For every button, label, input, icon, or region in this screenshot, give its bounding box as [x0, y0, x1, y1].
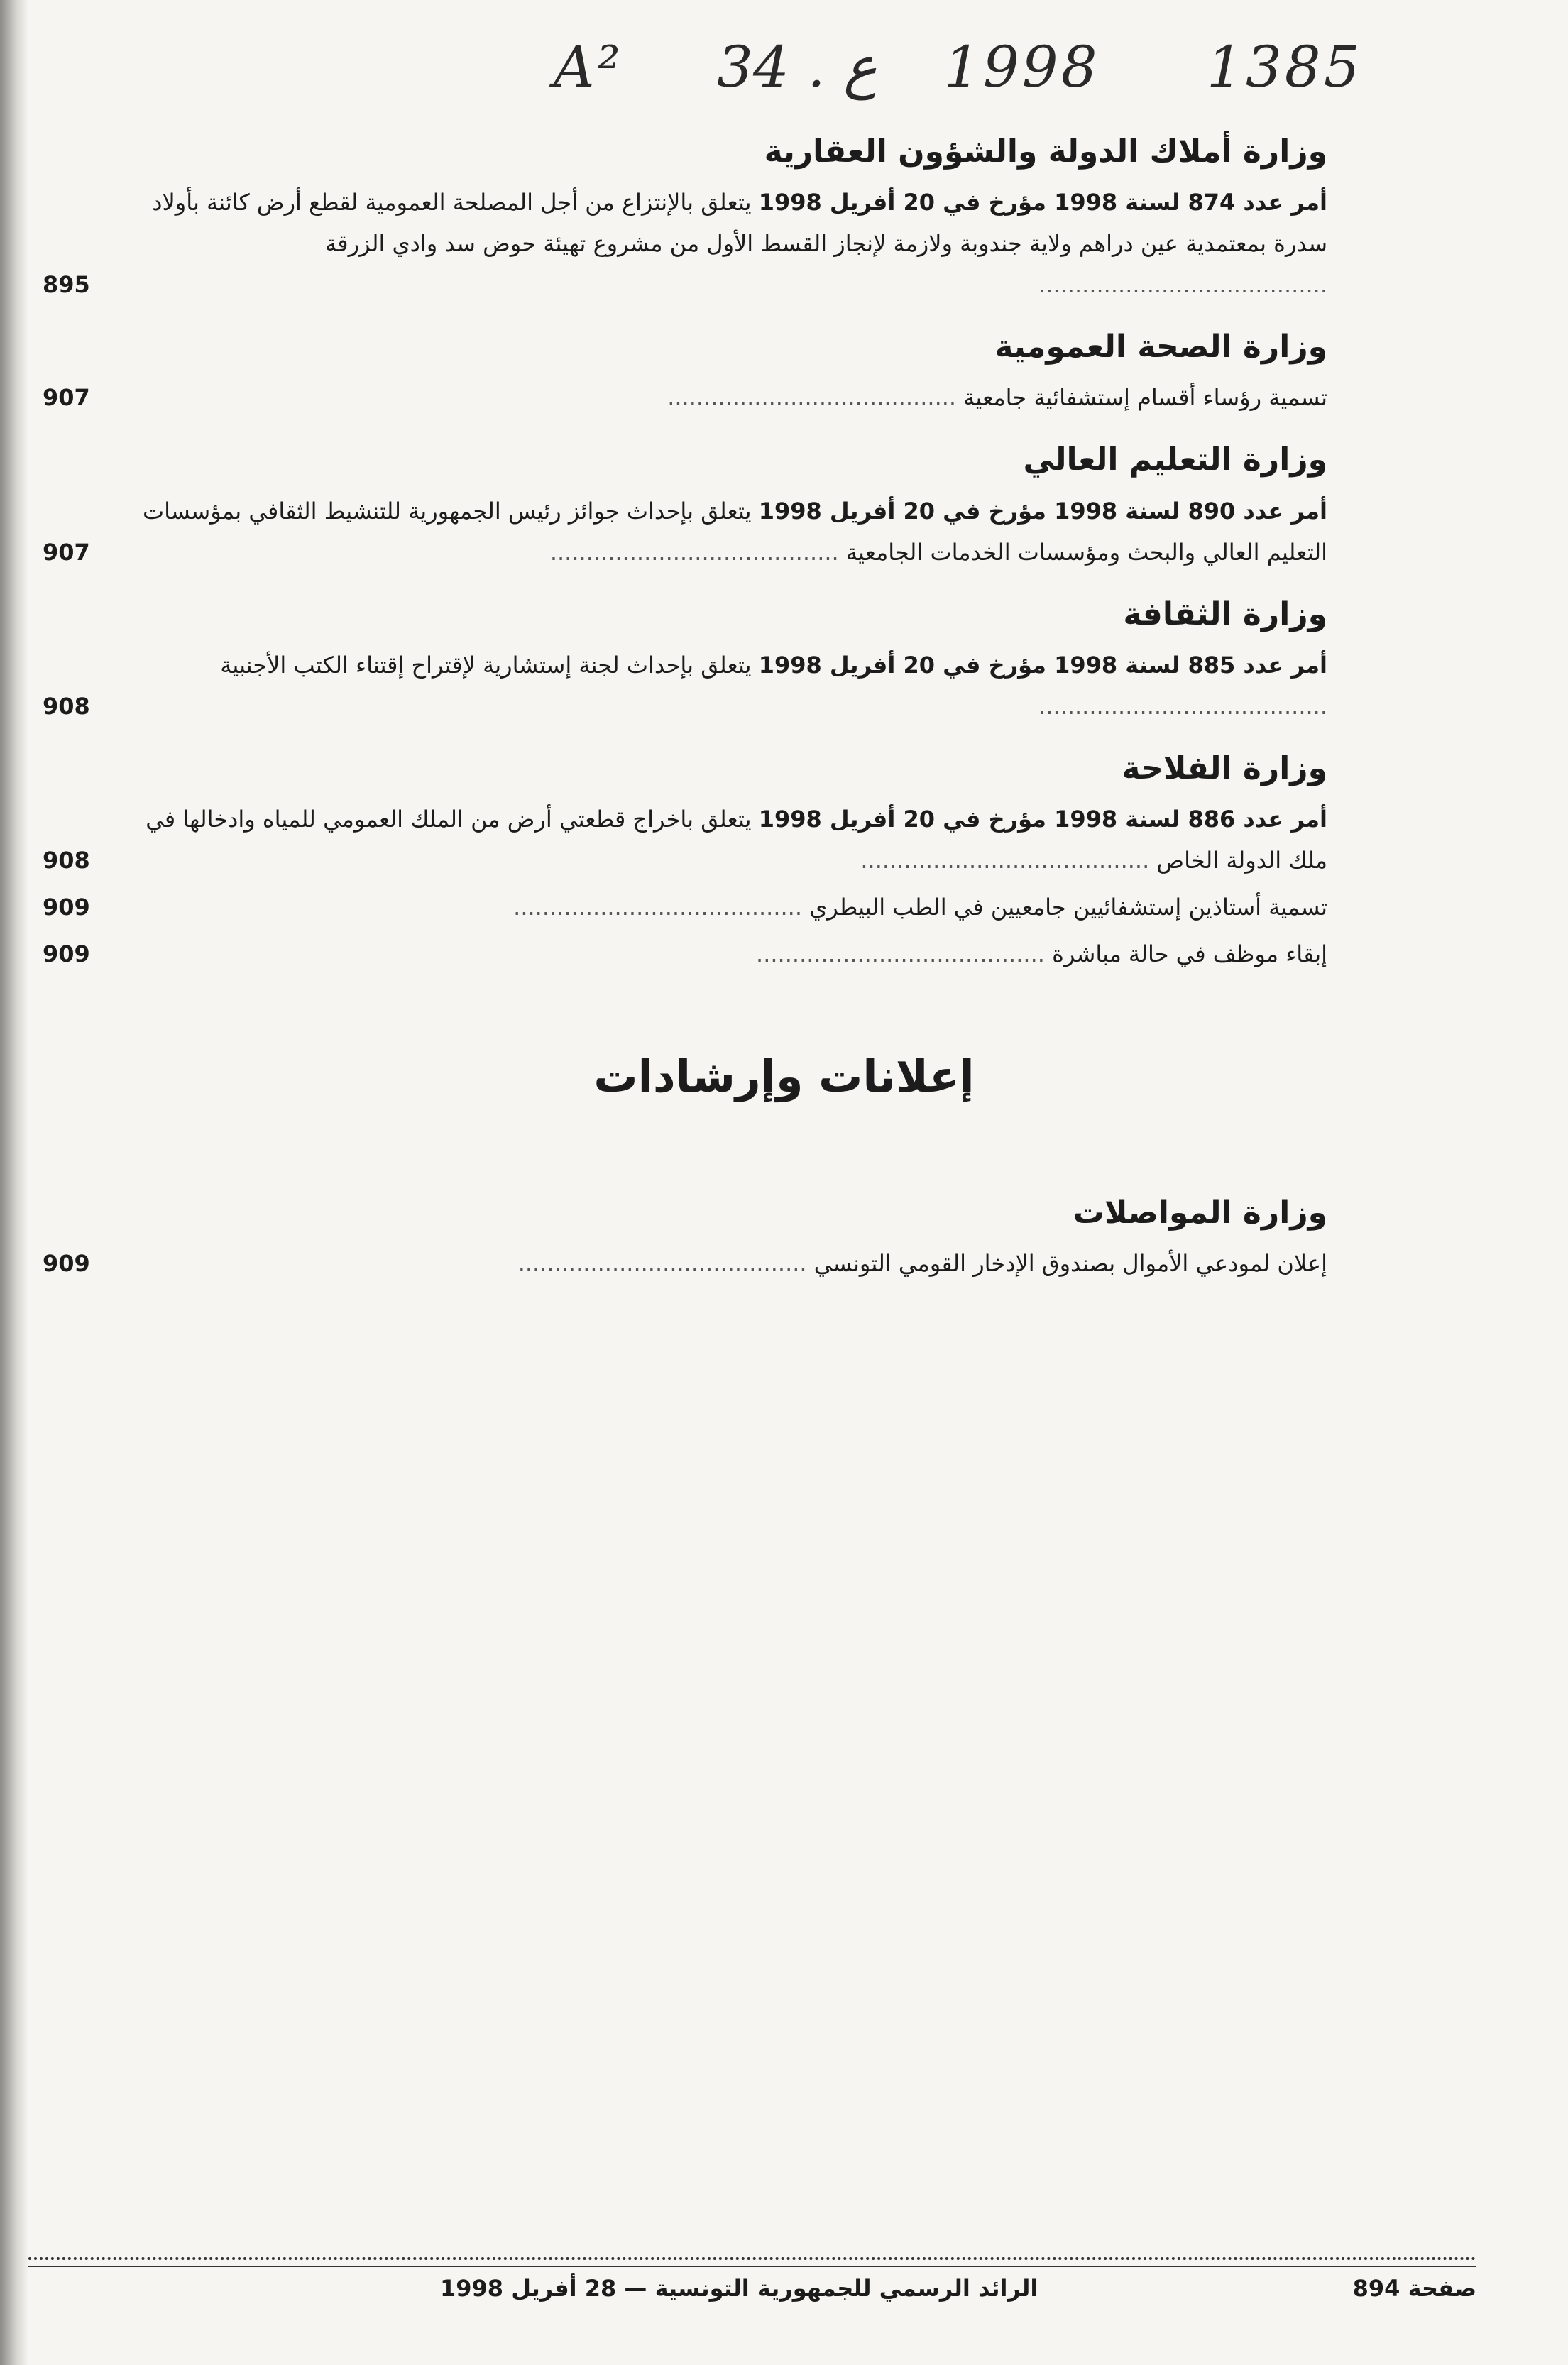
page-footer: [43, 2275, 1476, 2317]
entry-page-number: 909: [43, 940, 90, 967]
leader-dots: ........................................: [1038, 692, 1327, 720]
announcements-heading: إعلانات وإرشادات: [593, 1050, 975, 1102]
toc-entry[interactable]: [43, 1243, 1327, 1284]
ministry-section: [43, 131, 1327, 305]
toc-entry[interactable]: [43, 644, 1327, 727]
ministry-title: وزارة الثقافة: [1123, 596, 1327, 632]
ministry-section: [43, 439, 1327, 572]
ministry-section: [43, 1192, 1327, 1284]
leader-dots: ........................................: [667, 384, 964, 412]
entry-page-number: 908: [43, 846, 90, 874]
handwritten-annotation: [539, 34, 1391, 112]
leader-dots: ........................................: [517, 1250, 814, 1278]
entry-description: تسمية أستاذين إستشفائيين جامعيين في الطب البيطري: [809, 893, 1327, 921]
handwritten-note-3: 1998: [944, 34, 1100, 100]
ministry-section: [43, 327, 1327, 418]
entry-page-number: 907: [43, 538, 90, 566]
handwritten-note-2: 34 . ع: [717, 34, 877, 100]
leader-dots: ........................................: [513, 893, 810, 921]
ministry-title: وزارة أملاك الدولة والشؤون العقارية: [764, 133, 1327, 170]
page-number-label: صفحة 894: [1352, 2275, 1476, 2302]
announcements-list: [43, 1192, 1327, 1305]
entry-page-number: 909: [43, 1250, 90, 1278]
toc-entry[interactable]: [43, 182, 1327, 305]
decree-reference: أمر عدد 886 لسنة 1998 مؤرخ في 20 أفريل 1998: [758, 805, 1327, 833]
footer-divider: [28, 2257, 1476, 2267]
ministry-title: وزارة الصحة العمومية: [994, 329, 1327, 366]
leader-dots: ........................................: [549, 538, 846, 566]
toc-entry[interactable]: [43, 933, 1327, 975]
toc-entry[interactable]: [43, 799, 1327, 881]
entry-page-number: 908: [43, 692, 90, 720]
leader-dots: ........................................: [756, 940, 1053, 967]
decree-reference: أمر عدد 890 لسنة 1998 مؤرخ في 20 أفريل 1998: [758, 497, 1327, 525]
handwritten-note-4: 1385: [1207, 34, 1363, 100]
decree-reference: أمر عدد 874 لسنة 1998 مؤرخ في 20 أفريل 1998: [758, 189, 1327, 216]
handwritten-note-1: A²: [554, 34, 623, 100]
entry-description: إبقاء موظف في حالة مباشرة: [1052, 940, 1327, 967]
table-of-contents: [43, 131, 1327, 996]
entry-description: إعلان لمودعي الأموال بصندوق الإدخار القومي التونسي: [813, 1250, 1327, 1278]
ministry-title: وزارة التعليم العالي: [1023, 441, 1327, 478]
publication-line: الرائد الرسمي للجمهورية التونسية — 28 أفريل 1998: [440, 2275, 1038, 2302]
entry-description: يتعلق بإحداث لجنة إستشارية لإقتراح إقتناء الكتب الأجنبية: [220, 651, 759, 679]
toc-entry[interactable]: [43, 887, 1327, 928]
entry-page-number: 907: [43, 384, 90, 412]
entry-description: يتعلق بإحداث جوائز رئيس الجمهورية للتنشيط الثقافي بمؤسسات التعليم العالي والبحث ومؤسسات الخدمات الجامعية: [143, 497, 1327, 566]
ministry-title: وزارة المواصلات: [1073, 1195, 1327, 1231]
ministry-title: وزارة الفلاحة: [1122, 750, 1327, 786]
entry-page-number: 895: [43, 271, 90, 299]
leader-dots: ........................................: [1038, 271, 1327, 299]
entry-description: يتعلق باخراج قطعتي أرض من الملك العمومي للمياه وادخالها في ملك الدولة الخاص: [146, 805, 1327, 874]
toc-entry[interactable]: [43, 377, 1327, 418]
page-edge-shadow: [0, 0, 28, 2365]
entry-description: تسمية رؤساء أقسام إستشفائية جامعية: [963, 384, 1327, 412]
toc-entry[interactable]: [43, 490, 1327, 573]
ministry-section: [43, 748, 1327, 975]
decree-reference: أمر عدد 885 لسنة 1998 مؤرخ في 20 أفريل 1998: [758, 651, 1327, 679]
entry-description: يتعلق بالإنتزاع من أجل المصلحة العمومية لقطع أرض كائنة بأولاد سدرة بمعتمدية عين دراهم ولاية جندوبة ولازمة لإنجاز القسط الأول من مشروع تهيئة حوض سد وادي الزرقة: [152, 189, 1327, 258]
leader-dots: ........................................: [860, 846, 1157, 874]
ministry-section: [43, 594, 1327, 727]
entry-page-number: 909: [43, 893, 90, 921]
